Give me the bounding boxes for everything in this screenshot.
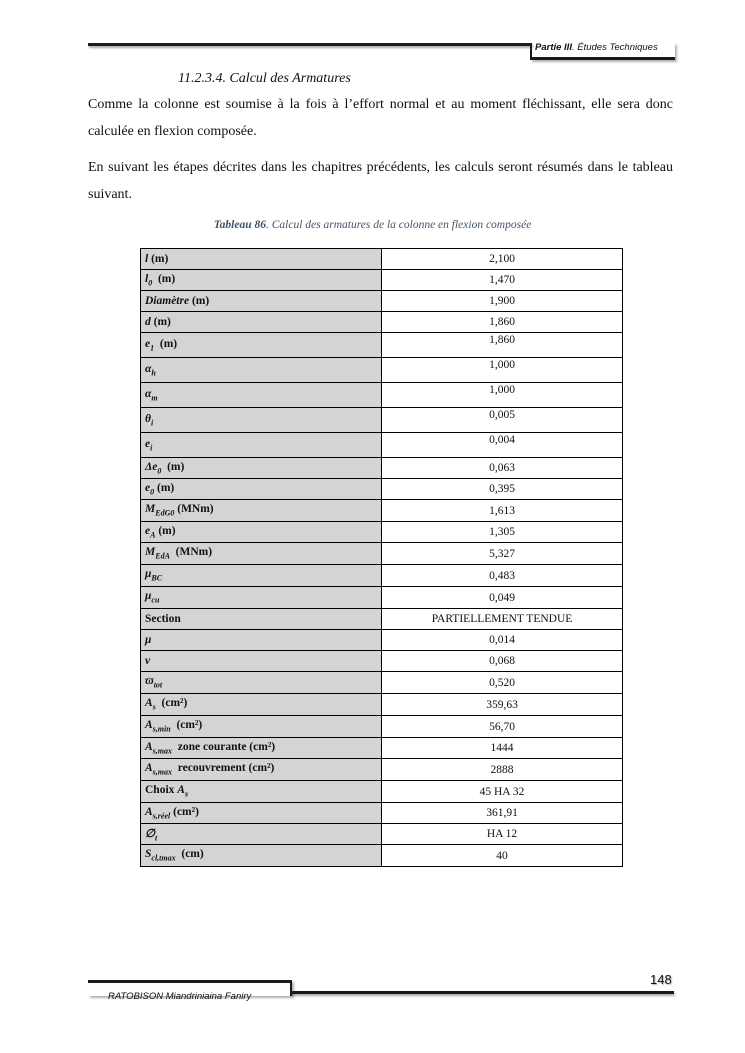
- row-label: [141, 565, 382, 587]
- table-row: [141, 458, 623, 479]
- table-row: [141, 383, 623, 408]
- row-value: 45 HA 32: [382, 781, 623, 803]
- table-row: [141, 738, 623, 759]
- header-part: Partie III: [535, 42, 572, 53]
- row-unit: (cm²): [170, 805, 199, 818]
- table-row: [141, 759, 623, 781]
- row-unit: (MNm): [174, 503, 214, 516]
- row-value: 359,63: [382, 694, 623, 716]
- table-row: [141, 694, 623, 716]
- row-subscript: m: [151, 393, 158, 403]
- row-label: [141, 433, 382, 458]
- row-unit: (m): [155, 524, 176, 537]
- header-rule: [88, 43, 532, 46]
- table-row: [141, 312, 623, 333]
- row-value: 361,91: [382, 803, 623, 824]
- row-label: [141, 630, 382, 651]
- row-subscript: BC: [151, 573, 163, 583]
- row-symbol: e: [145, 524, 151, 537]
- table-row: [141, 291, 623, 312]
- row-symbol: ν: [145, 655, 151, 667]
- row-value: 1444: [382, 738, 623, 759]
- row-prefix: Choix: [145, 784, 178, 797]
- row-label: [141, 408, 382, 433]
- row-value: 0,520: [382, 672, 623, 694]
- row-label: [141, 383, 382, 408]
- row-value: 0,005: [382, 408, 623, 433]
- row-subscript: 0: [148, 278, 153, 288]
- row-value: 2888: [382, 759, 623, 781]
- row-subscript: t: [155, 833, 158, 843]
- caption-text: . Calcul des armatures de la colonne en flexion composée: [266, 219, 532, 231]
- row-label: [141, 609, 382, 630]
- row-value: 1,000: [382, 383, 623, 408]
- row-symbol: A: [177, 784, 185, 797]
- table-row: [141, 500, 623, 522]
- row-subscript: 1: [150, 343, 155, 353]
- row-label: [141, 845, 382, 867]
- row-unit: (cm²): [170, 719, 203, 732]
- header-title: . Études Techniques: [571, 42, 658, 53]
- row-subscript: 0: [150, 487, 155, 497]
- row-subscript: cl,tmax: [151, 853, 176, 863]
- table-row: [141, 408, 623, 433]
- row-label: [141, 672, 382, 694]
- row-label: [141, 803, 382, 824]
- row-label: [141, 312, 382, 333]
- row-value: 0,395: [382, 479, 623, 500]
- row-value: 40: [382, 845, 623, 867]
- row-value: 0,068: [382, 651, 623, 672]
- row-value: 0,004: [382, 433, 623, 458]
- row-subscript: A: [150, 530, 156, 540]
- table-row: [141, 824, 623, 845]
- row-symbol: A: [145, 740, 153, 753]
- row-subscript: i: [150, 443, 153, 453]
- footer-rule: [290, 991, 674, 994]
- footer-author: RATOBISON Miandriniaina Faniry: [108, 991, 252, 1002]
- row-symbol: e: [145, 481, 151, 494]
- row-symbol: ϖ: [145, 675, 154, 688]
- row-symbol: α: [145, 387, 152, 400]
- row-symbol: Δe: [145, 460, 158, 473]
- row-unit: recouvrement (cm²): [172, 762, 275, 775]
- row-label: [141, 824, 382, 845]
- row-value: 1,000: [382, 358, 623, 383]
- row-value: HA 12: [382, 824, 623, 845]
- row-subscript: s: [184, 789, 189, 799]
- row-label: [141, 333, 382, 358]
- row-unit: zone courante (cm²): [172, 740, 276, 753]
- table-row: [141, 781, 623, 803]
- table-row: [141, 630, 623, 651]
- row-unit: Section: [145, 613, 181, 625]
- row-value: 0,063: [382, 458, 623, 479]
- table-row: [141, 522, 623, 543]
- row-value: 1,470: [382, 270, 623, 291]
- row-subscript: EdG0: [155, 508, 175, 518]
- section-heading: 11.2.3.4. Calcul des Armatures: [178, 71, 351, 86]
- paragraph-1: Comme la colonne est soumise à la fois à l’effort normal et au moment fléchissant, elle sera donc calculée en flexion composée.: [88, 97, 673, 139]
- row-subscript: EdA: [155, 551, 170, 561]
- row-label: [141, 694, 382, 716]
- row-label: [141, 479, 382, 500]
- row-symbol: S: [145, 848, 152, 861]
- table-row: [141, 803, 623, 824]
- row-value: 1,613: [382, 500, 623, 522]
- table-row: [141, 333, 623, 358]
- table-row: [141, 433, 623, 458]
- row-label: [141, 759, 382, 781]
- row-unit: (m): [154, 481, 175, 494]
- table-row: [141, 249, 623, 270]
- row-unit: (m): [150, 316, 171, 328]
- row-symbol: A: [145, 762, 153, 775]
- row-symbol: μ: [145, 634, 152, 646]
- row-label: [141, 249, 382, 270]
- row-symbol: l: [145, 272, 149, 285]
- row-unit: (m): [154, 337, 178, 350]
- row-value: 0,014: [382, 630, 623, 651]
- row-subscript: s,min: [152, 724, 171, 734]
- row-symbol: l: [145, 253, 149, 265]
- row-symbol: e: [145, 337, 151, 350]
- row-symbol: ∅: [145, 827, 156, 840]
- row-value: 1,860: [382, 312, 623, 333]
- table-row: [141, 479, 623, 500]
- row-unit: (cm): [175, 848, 204, 861]
- page-number: 148: [650, 972, 672, 987]
- row-subscript: h: [151, 368, 156, 378]
- row-subscript: i: [150, 418, 154, 428]
- row-symbol: A: [145, 805, 153, 818]
- row-symbol: A: [145, 719, 153, 732]
- row-symbol: M: [145, 503, 156, 516]
- row-value: PARTIELLEMENT TENDUE: [382, 609, 623, 630]
- table-row: [141, 672, 623, 694]
- row-symbol: μ: [145, 590, 152, 603]
- row-value: 0,049: [382, 587, 623, 609]
- row-symbol: e: [145, 437, 151, 450]
- row-value: 2,100: [382, 249, 623, 270]
- row-label: [141, 500, 382, 522]
- row-symbol: M: [145, 546, 156, 559]
- row-unit: (m): [148, 253, 169, 265]
- row-symbol: d: [145, 316, 151, 328]
- row-symbol: A: [145, 697, 153, 710]
- row-label: [141, 587, 382, 609]
- row-symbol: θ: [145, 412, 151, 425]
- row-symbol: μ: [145, 568, 152, 581]
- table-row: [141, 565, 623, 587]
- row-subscript: s,max: [152, 767, 173, 777]
- row-subscript: s,max: [152, 746, 173, 756]
- row-value: 56,70: [382, 716, 623, 738]
- row-label: [141, 458, 382, 479]
- row-label: [141, 781, 382, 803]
- row-symbol: Diamètre: [145, 295, 190, 307]
- table-caption: [0, 219, 745, 231]
- table-row: [141, 358, 623, 383]
- table-row: [141, 651, 623, 672]
- row-subscript: tot: [153, 680, 163, 690]
- row-subscript: s,réel: [152, 811, 171, 821]
- table-row: [141, 609, 623, 630]
- row-symbol: α: [145, 362, 152, 375]
- armatures-table: [140, 248, 623, 867]
- running-header: [535, 42, 658, 53]
- row-value: 1,860: [382, 333, 623, 358]
- caption-label: Tableau 86: [213, 219, 266, 231]
- row-label: [141, 291, 382, 312]
- row-unit: (MNm): [169, 546, 213, 559]
- row-value: 0,483: [382, 565, 623, 587]
- row-label: [141, 358, 382, 383]
- row-subscript: 0: [157, 466, 162, 476]
- row-label: [141, 651, 382, 672]
- row-unit: (m): [161, 460, 185, 473]
- row-value: 1,900: [382, 291, 623, 312]
- table-row: [141, 270, 623, 291]
- table-row: [141, 543, 623, 565]
- row-label: [141, 738, 382, 759]
- table-row: [141, 845, 623, 867]
- row-value: 1,305: [382, 522, 623, 543]
- table-row: [141, 716, 623, 738]
- row-subscript: cu: [151, 595, 160, 605]
- row-label: [141, 522, 382, 543]
- row-label: [141, 270, 382, 291]
- row-label: [141, 716, 382, 738]
- row-subscript: s: [152, 702, 156, 712]
- row-label: [141, 543, 382, 565]
- row-unit: (cm²): [155, 697, 188, 710]
- row-unit: (m): [189, 295, 210, 307]
- table-row: [141, 587, 623, 609]
- paragraph-2: En suivant les étapes décrites dans les chapitres précédents, les calculs seront résumés dans le tableau suivant.: [88, 160, 673, 202]
- table-body: [141, 249, 623, 867]
- row-unit: (m): [152, 272, 176, 285]
- row-value: 5,327: [382, 543, 623, 565]
